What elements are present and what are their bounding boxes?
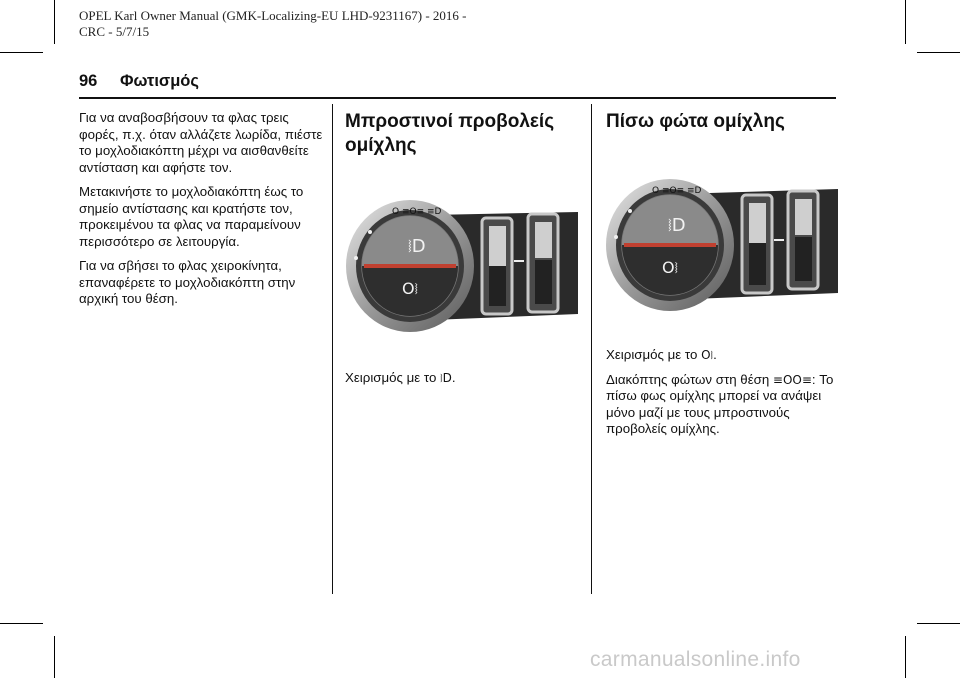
page-heading [79,72,199,91]
crop-mark [917,623,960,624]
parking-light-icon: O ≡O≡ ≡D [392,207,442,217]
section-heading-front-fog [345,110,585,158]
heading-line: Μπροστινοί προβολείς [345,111,555,132]
print-header-line2: CRC - 5/7/15 [79,24,150,39]
caption-text: πίσω φως ομίχλης μπορεί να ανάψει μόνο μαζί με τους μπροστινούς προβολείς ομίχλης. [606,388,822,436]
crop-mark [54,0,55,44]
crop-mark [905,636,906,678]
caption-paragraph [606,347,841,364]
front-fog-light-icon: ⧘D [408,236,426,257]
crop-mark [0,52,43,53]
rear-fog-light-icon: O⧘ [701,348,714,362]
front-fog-light-icon: ⧘D [440,371,452,385]
light-switch-figure-rear [604,173,840,321]
body-paragraph: Μετακινήστε το μοχλοδιακόπτη έως το σημείο αντίστασης και κρατήστε τον, προκειμένου τα φλας να παραμείνουν περισσότερο σε λειτουργία. [79,184,304,249]
crop-mark [917,52,960,53]
page-number: 96 [79,72,98,90]
body-paragraph: Για να αναβοσβήσουν τα φλας τρεις φορές, π.χ. όταν αλλάζετε λωρίδα, πιέστε το μοχλοδιακόπτη μέχρι να αισθανθείτε αντίσταση και αφήστε τον. [79,110,323,175]
crop-mark [905,0,906,44]
parking-light-icon: ≡OO≡ [772,372,812,387]
print-header [79,8,467,40]
rear-fog-captions [606,347,841,446]
caption-text: Χειρισμός με το [606,347,698,362]
caption-paragraph [606,372,841,438]
rear-fog-light-icon: O⧘ [662,258,678,277]
rear-fog-light-icon: O⧘ [402,279,418,298]
parking-light-icon: O ≡O≡ ≡D [652,186,702,196]
front-fog-caption [345,370,585,387]
rocker-upper [489,226,506,266]
light-switch-figure-front [342,196,580,342]
crop-mark [0,623,43,624]
crop-mark [54,636,55,678]
caption-text: . [451,370,456,385]
caption-text: : Το [811,371,834,387]
middle-column [345,110,585,158]
right-column [606,110,841,134]
body-paragraph: Για να σβήσει το φλας χειροκίνητα, επαναφέρετε το μοχλοδιακόπτη στην αρχική του θέση. [79,258,296,306]
caption-text: Χειρισμός με το [345,370,437,385]
section-heading-rear-fog: Πίσω φώτα ομίχλης [606,111,785,132]
print-header-line1: OPEL Karl Owner Manual (GMK-Localizing-EU LHD-9231167) - 2016 - [79,8,467,23]
caption-text: . [713,347,717,362]
watermark: carmanualsonline.info [590,648,801,671]
heading-rule [79,97,836,99]
column-divider [591,104,592,594]
section-title: Φωτισμός [119,72,199,90]
caption-text: Διακόπτης φώτων στη θέση [606,371,770,387]
heading-line: ομίχλης [345,135,417,156]
column-divider [332,104,333,594]
left-column [79,110,324,316]
front-fog-light-icon: ⧘D [668,215,686,236]
